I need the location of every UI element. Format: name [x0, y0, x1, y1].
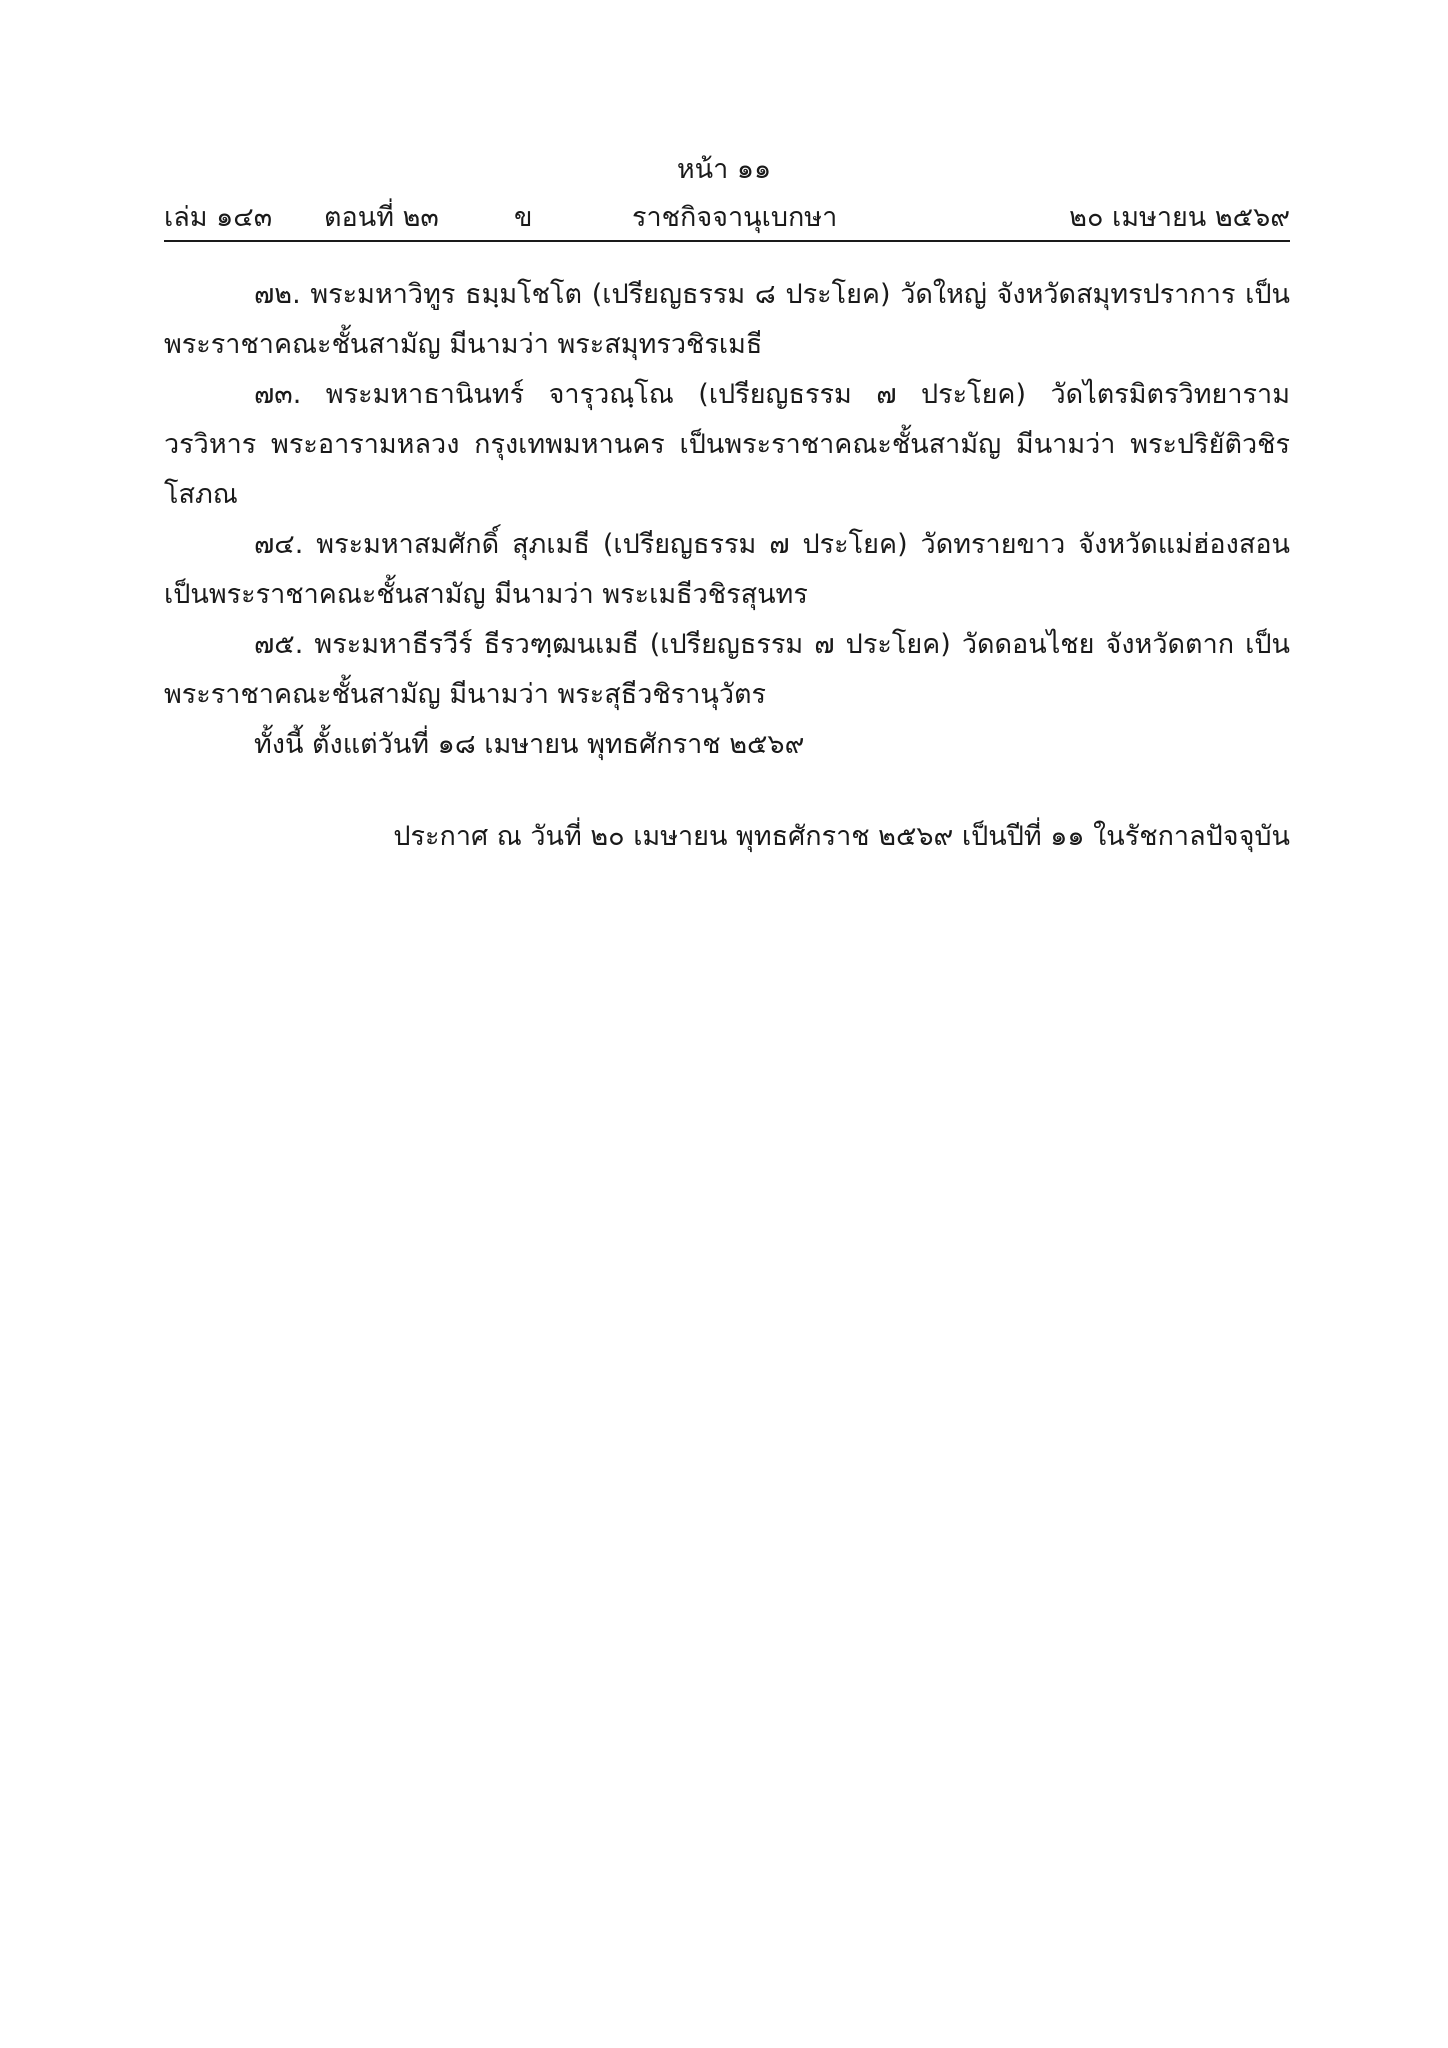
document-body	[164, 270, 1290, 770]
appointment-entry-73	[164, 370, 1290, 520]
appointment-entry-75	[164, 620, 1290, 720]
header-volume: เล่ม ๑๔๓	[164, 202, 273, 233]
header-date: ๒๐ เมษายน ๒๕๖๙	[1069, 202, 1290, 233]
header-journal-title: ราชกิจจานุเบกษา	[632, 202, 838, 233]
entry-text: ๗๓. พระมหาธานินทร์ จารุวณฺโณ (เปรียญธรรม ๗ ประโยค) วัดไตรมิตรวิทยาราม วรวิหาร พระอารามหลวง กรุงเทพมหานคร เป็นพระราชาคณะชั้นสามัญ มีนามว่า พระปริยัติวชิรโสภณ	[164, 379, 1290, 510]
entry-text: ๗๔. พระมหาสมศักดิ์ สุภเมธี (เปรียญธรรม ๗ ประโยค) วัดทรายขาว จังหวัดแม่ฮ่องสอน เป็นพระราชาคณะชั้นสามัญ มีนามว่า พระเมธีวชิรสุนทร	[164, 529, 1290, 610]
effective-date-line: ทั้งนี้ ตั้งแต่วันที่ ๑๘ เมษายน พุทธศักราช ๒๕๖๙	[254, 729, 805, 760]
page-number: หน้า ๑๑	[676, 154, 772, 185]
entry-text: ๗๕. พระมหาธีรวีร์ ธีรวฑฺฒนเมธี (เปรียญธรรม ๗ ประโยค) วัดดอนไชย จังหวัดตาก เป็นพระราชาคณะชั้นสามัญ มีนามว่า พระสุธีวชิรานุวัตร	[164, 629, 1290, 710]
header-section: ข	[514, 202, 533, 233]
gazette-header	[164, 196, 1290, 242]
announcement-date-line: ประกาศ ณ วันที่ ๒๐ เมษายน พุทธศักราช ๒๕๖๙ เป็นปีที่ ๑๑ ในรัชกาลปัจจุบัน	[393, 821, 1290, 852]
appointment-entry-72	[164, 270, 1290, 370]
appointment-entry-74	[164, 520, 1290, 620]
header-issue: ตอนที่ ๒๓	[324, 202, 439, 233]
entry-text: ๗๒. พระมหาวิทูร ธมฺมโชโต (เปรียญธรรม ๘ ประโยค) วัดใหญ่ จังหวัดสมุทรปราการ เป็นพระราชาคณะชั้นสามัญ มีนามว่า พระสมุทรวชิรเมธี	[164, 279, 1290, 360]
